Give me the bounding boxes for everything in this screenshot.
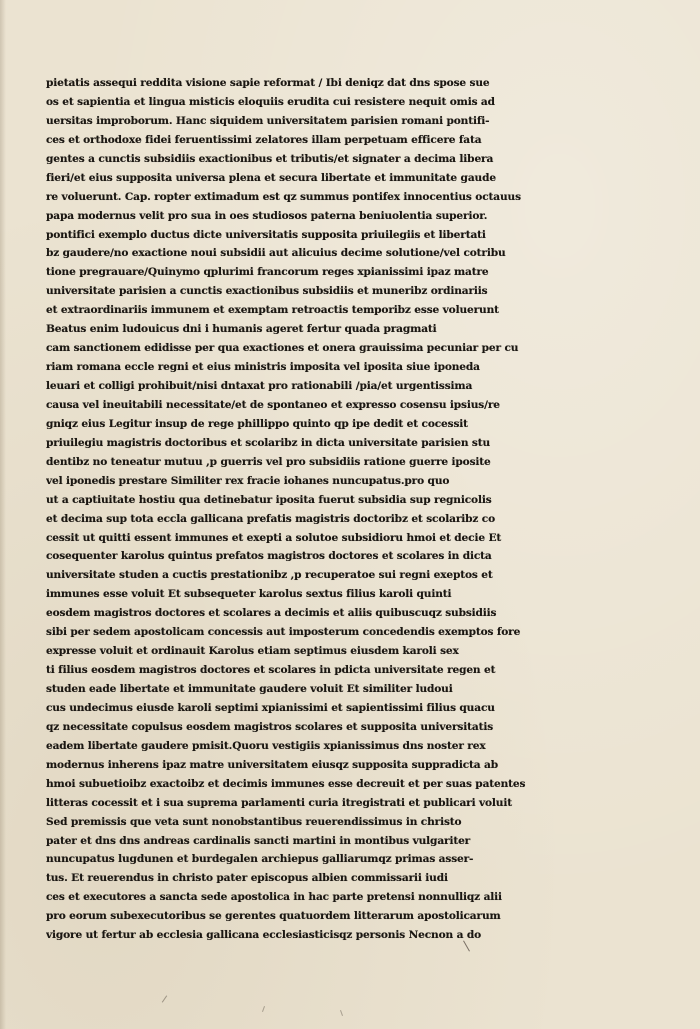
text-line: bz gaudere/no exactione noui subsidii aut alicuius decime solutione/vel cotribu (46, 247, 506, 260)
text-line: tus. Et reuerendus in christo pater episcopus albien commissarii iudi (46, 872, 448, 885)
text-line: sibi per sedem apostolicam concessis aut imposterum concedendis exemptos fore (46, 626, 521, 639)
text-line: tione pregrauare/Quinymo qplurimi francorum reges xpianissimi ipaz matre (46, 266, 489, 279)
text-line: modernus inherens ipaz matre universitatem eiusqz supposita suppradicta ab (46, 758, 499, 771)
text-line: pietatis assequi reddita visione sapie reformat / Ibi deniqz dat dns spose sue (46, 77, 490, 89)
text-line: studen eade libertate et immunitate gaudere voluit Et similiter ludoui (46, 683, 453, 695)
text-line: litteras cocessit et i sua suprema parlamenti curia itregistrati et publicari voluit (46, 796, 512, 809)
text-line: ut a captiuitate hostiu qua detinebatur iposita fuerut subsidia sup regnicolis (46, 493, 492, 506)
text-line: hmoi subuetioibz exactoibz et decimis immunes esse decreuit et per suas patentes (46, 777, 526, 790)
incunable-text-block (46, 74, 546, 945)
text-line: Beatus enim ludouicus dni i humanis ageret fertur quada pragmati (46, 323, 437, 336)
paper-fleck (162, 995, 167, 1002)
text-line: priuilegiu magistris doctoribus et scolaribz in dicta universitate parisien stu (46, 436, 491, 449)
page-edge-shadow (0, 0, 6, 1029)
text-line: expresse voluit et ordinauit Karolus etiam septimus eiusdem karoli sex (46, 645, 459, 658)
text-line: dentibz no teneatur mutuu ,p guerris vel pro subsidiis ratione guerre iposite (46, 455, 491, 468)
text-line: universitate parisien a cunctis exactionibus subsidiis et muneribz ordinariis (46, 285, 488, 298)
text-line: qz necessitate copulsus eosdem magistros scolares et supposita universitatis (46, 720, 494, 733)
text-line: cam sanctionem edidisse per qua exactiones et onera grauissima pecuniar per cu (46, 342, 519, 355)
text-line: re voluerunt. Cap. ropter extimadum est qz summus pontifex innocentius octauus (46, 190, 521, 203)
text-line: vigore ut fertur ab ecclesia gallicana ecclesiasticisqz personis Necnon a do (46, 929, 481, 942)
text-line: Sed premissis que veta sunt nonobstantibus reuerendissimus in christo (46, 815, 462, 828)
text-line: causa vel ineuitabili necessitate/et de spontaneo et expresso cosensu ipsius/re (46, 398, 500, 411)
text-line: gentes a cunctis subsidiis exactionibus et tributis/et signater a decima libera (46, 152, 494, 165)
text-line: vel iponedis prestare Similiter rex fracie iohanes nuncupatus.pro quo (46, 474, 450, 487)
paper-fleck (340, 1010, 343, 1016)
text-line: eadem libertate gaudere pmisit.Quoru vestigiis xpianissimus dns noster rex (46, 739, 486, 752)
text-line: ces et executores a sancta sede apostolica in hac parte pretensi nonnulliqz alii (46, 891, 502, 904)
text-line: os et sapientia et lingua misticis eloquiis erudita cui resistere nequit omis ad (46, 95, 495, 108)
text-line: papa modernus velit pro sua in oes studiosos paterna beniuolentia superior. (46, 209, 488, 222)
text-line: cessit ut quitti essent immunes et exepti a solutoe subsidioru hmoi et decie Et (46, 531, 502, 544)
text-line: eosdem magistros doctores et scolares a decimis et aliis quibuscuqz subsidiis (46, 607, 497, 620)
text-line: uersitas improborum. Hanc siquidem universitatem parisien romani pontifi- (46, 114, 490, 127)
text-line: ti filius eosdem magistros doctores et scolares in pdicta universitate regen et (46, 664, 496, 677)
text-line: pontifici exemplo ductus dicte universitatis supposita priuilegiis et libertati (46, 228, 486, 241)
paper-fleck (262, 1006, 265, 1012)
text-line: fieri/et eius supposita universa plena et secura libertate et immunitate gaude (46, 171, 496, 184)
text-line: et extraordinariis immunem et exemptam retroactis temporibz esse voluerunt (46, 304, 499, 317)
text-line: riam romana eccle regni et eius ministris imposita vel iposita siue iponeda (46, 361, 480, 374)
text-line: cus undecimus eiusde karoli septimi xpianissimi et sapientissimi filius quacu (46, 701, 495, 714)
text-line: et decima sup tota eccla gallicana prefatis magistris doctoribz et scolaribz co (46, 512, 496, 525)
text-line: pater et dns dns andreas cardinalis sancti martini in montibus vulgariter (46, 834, 471, 847)
text-line: immunes esse voluit Et subsequeter karolus sextus filius karoli quinti (46, 588, 452, 601)
text-line: nuncupatus lugdunen et burdegalen archiepus galliarumqz primas asser- (46, 853, 474, 866)
text-line: cosequenter karolus quintus prefatos magistros doctores et scolares in dicta (46, 550, 492, 563)
text-line: ces et orthodoxe fidei feruentissimi zelatores illam perpetuam efficere fata (46, 133, 482, 146)
text-line: universitate studen a cuctis prestationibz ,p recuperatoe sui regni exeptos et (46, 569, 493, 582)
text-line: pro eorum subexecutoribus se gerentes quatuordem litterarum apostolicarum (46, 910, 501, 923)
text-line: leuari et colligi prohibuit/nisi dntaxat pro rationabili /pia/et urgentissima (46, 380, 473, 392)
text-line: gniqz eius Legitur insup de rege phillippo quinto qp ipe dedit et cocessit (46, 417, 468, 430)
